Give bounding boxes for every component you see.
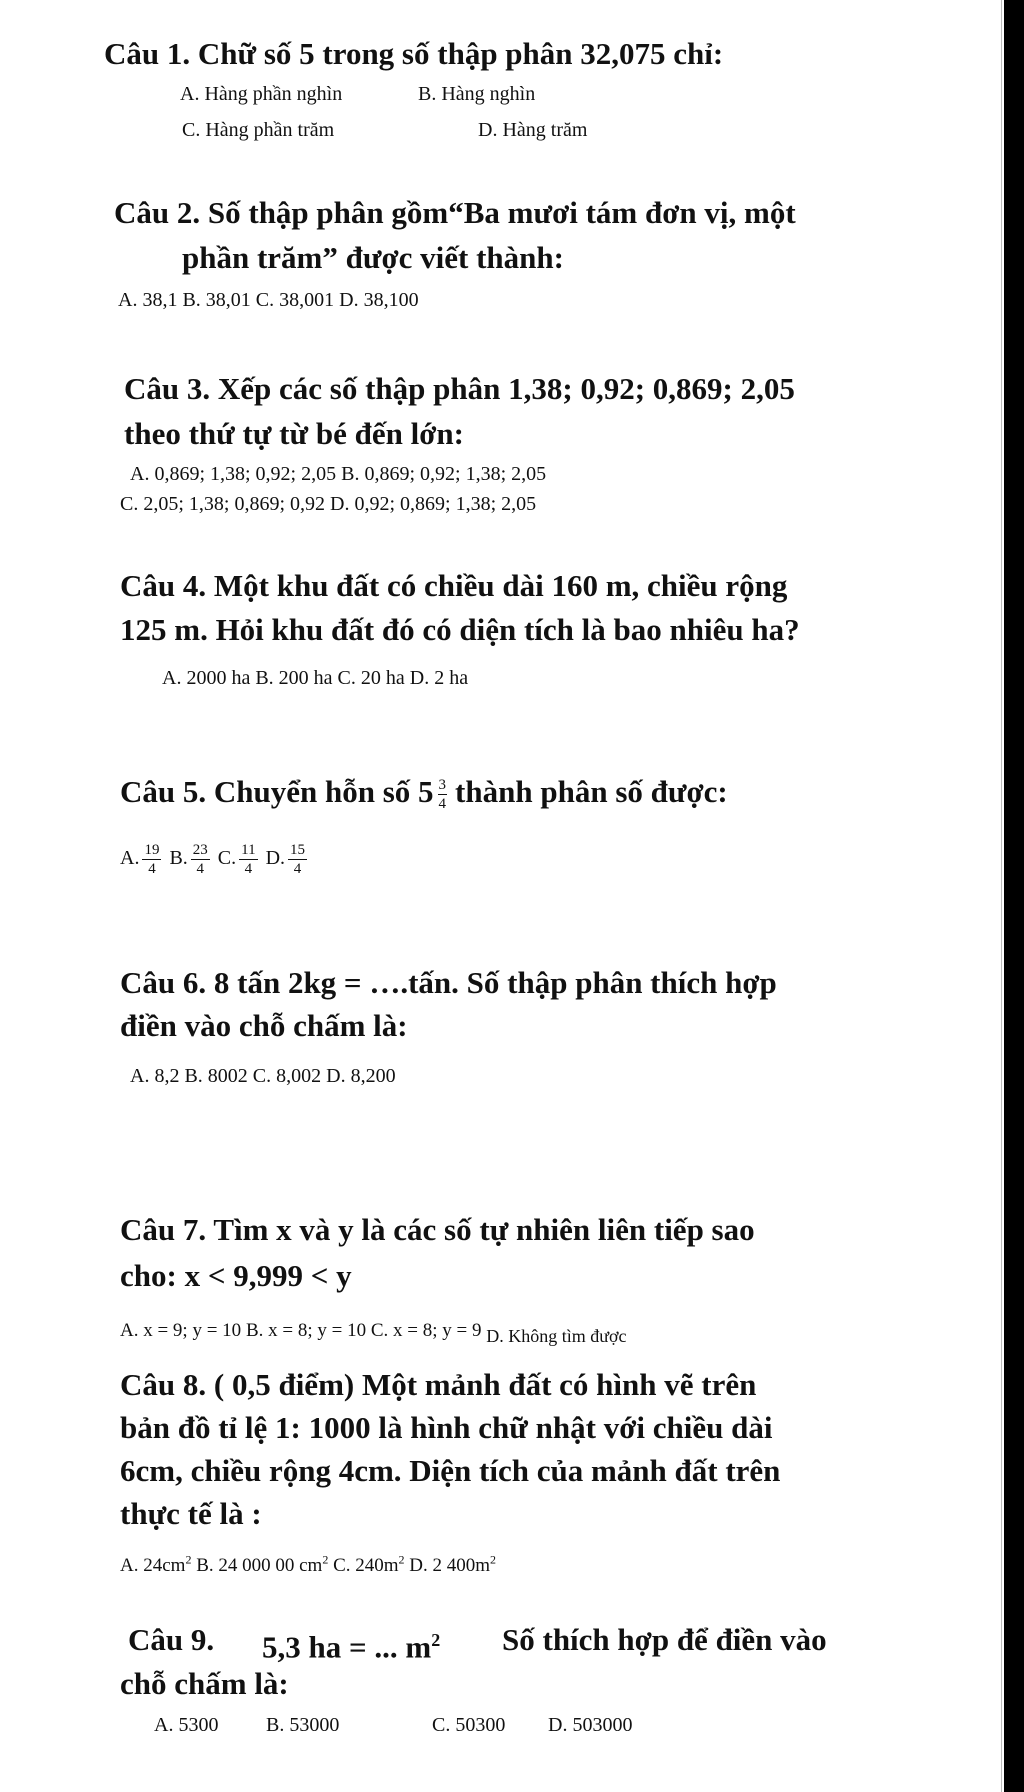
q1-option-a: A. Hàng phần nghìn <box>180 83 343 105</box>
q8-option-b: B. 24 000 00 $cm^2$ <box>196 1553 329 1577</box>
q7-options <box>120 1318 627 1346</box>
q5-option-d-label: D. <box>265 847 286 869</box>
page-edge <box>1001 0 1002 1792</box>
q1-option-d: D. Hàng trăm <box>478 119 588 141</box>
q3-title-line1: Câu 3. Xếp các số thập phân 1,38; 0,92; 0,869; 2,05 <box>124 371 795 406</box>
q5-option-b-num: 23 <box>192 841 208 858</box>
q8-option-c: C. $240m^2$ <box>333 1553 405 1577</box>
q5-option-c-den: 4 <box>244 860 253 877</box>
q9-title-tail: Số thích hợp để điền vào <box>502 1622 827 1657</box>
q5-option-b-den: 4 <box>196 860 205 877</box>
q8-title-line1: Câu 8. ( 0,5 điểm) Một mảnh đất có hình vẽ trên <box>120 1367 757 1402</box>
q2-title-line1: Câu 2. Số thập phân gồm“Ba mươi tám đơn vị, một <box>114 195 796 230</box>
q5-mixed-denominator: 4 <box>438 796 447 813</box>
q5-option-d-fraction <box>288 841 307 878</box>
q5-mixed-fraction <box>438 776 448 813</box>
q5-option-b-label: B. <box>169 847 188 869</box>
q5-option-b <box>169 838 212 878</box>
q7-option-c: C. x = 8; y = 9 <box>370 1320 482 1341</box>
q5-option-b-fraction <box>191 841 210 878</box>
q5-option-a-den: 4 <box>148 860 156 877</box>
q1-title: Câu 1. Chữ số 5 trong số thập phân 32,075 chỉ: <box>104 36 724 71</box>
q5-option-c-label: C. <box>217 847 237 869</box>
q6-title-line1: Câu 6. 8 tấn 2kg = ….tấn. Số thập phân thích hợp <box>120 965 777 1000</box>
q5-mixed-numerator: 3 <box>438 777 447 794</box>
q8-title-line2: bản đồ tỉ lệ 1: 1000 là hình chữ nhật với chiều dài <box>120 1410 773 1445</box>
q8-options <box>120 1548 496 1578</box>
q5-title <box>120 772 728 813</box>
q9-expression: 5,3 ha = ... $m^2$ <box>262 1629 441 1665</box>
q2-title-line2: phần trăm” được viết thành: <box>182 240 564 275</box>
q9-label: Câu 9. <box>128 1622 215 1657</box>
q5-option-c-num: 11 <box>241 841 256 858</box>
q9-option-b: B. 53000 <box>266 1714 340 1736</box>
q9-option-d: D. 503000 <box>548 1714 633 1736</box>
q4-title-line2: 125 m. Hỏi khu đất đó có diện tích là bao nhiêu ha? <box>120 612 800 647</box>
right-border-bar <box>1004 0 1024 1792</box>
q7-option-a: A. x = 9; y = 10 <box>120 1320 242 1341</box>
q9-option-a: A. 5300 <box>154 1714 219 1736</box>
q5-option-c <box>218 838 261 878</box>
q5-option-c-fraction <box>239 841 257 878</box>
q4-title-line1: Câu 4. Một khu đất có chiều dài 160 m, chiều rộng <box>120 568 788 603</box>
q8-title-line3: 6cm, chiều rộng 4cm. Diện tích của mảnh đất trên <box>120 1453 781 1488</box>
q5-option-d-num: 15 <box>290 841 306 858</box>
q5-option-a-num: 19 <box>144 841 160 858</box>
q7-title-line2: cho: x < 9,999 < y <box>120 1258 352 1293</box>
q3-options-cd: C. 2,05; 1,38; 0,869; 0,92 D. 0,92; 0,869; 1,38; 2,05 <box>120 493 537 515</box>
q5-option-d <box>266 838 310 878</box>
q5-option-a <box>120 838 164 878</box>
q5-option-a-fraction <box>142 841 161 878</box>
q3-title-line2: theo thứ tự từ bé đến lớn: <box>124 416 464 451</box>
q8-title-line4: thực tế là : <box>120 1496 262 1531</box>
q9-title-line2: chỗ chấm là: <box>120 1666 289 1701</box>
q8-option-d: D. 2 $400m^2$ <box>409 1553 497 1577</box>
q6-title-line2: điền vào chỗ chấm là: <box>120 1008 408 1043</box>
q7-option-b: B. x = 8; y = 10 <box>245 1320 367 1341</box>
q2-options: A. 38,1 B. 38,01 C. 38,001 D. 38,100 <box>118 289 419 311</box>
q1-option-b: B. Hàng nghìn <box>418 83 536 105</box>
q8-option-a: A. $24cm^2$ <box>120 1553 192 1577</box>
q1-option-c: C. Hàng phần trăm <box>182 119 335 141</box>
q9-option-c: C. 50300 <box>432 1714 506 1736</box>
q5-option-a-label: A. <box>120 847 140 869</box>
q5-title-after: thành phân số được: <box>455 774 728 809</box>
q7-option-d: D. Không tìm được <box>486 1326 627 1346</box>
q5-title-before: Câu 5. Chuyển hỗn số 5 <box>120 774 434 809</box>
q5-options <box>120 838 310 878</box>
q4-options: A. 2000 ha B. 200 ha C. 20 ha D. 2 ha <box>162 667 469 689</box>
q3-options-ab: A. 0,869; 1,38; 0,92; 2,05 B. 0,869; 0,92; 1,38; 2,05 <box>130 463 547 485</box>
q7-title-line1: Câu 7. Tìm x và y là các số tự nhiên liên tiếp sao <box>120 1212 755 1247</box>
q5-option-d-den: 4 <box>293 860 302 877</box>
q6-options: A. 8,2 B. 8002 C. 8,002 D. 8,200 <box>130 1065 396 1087</box>
